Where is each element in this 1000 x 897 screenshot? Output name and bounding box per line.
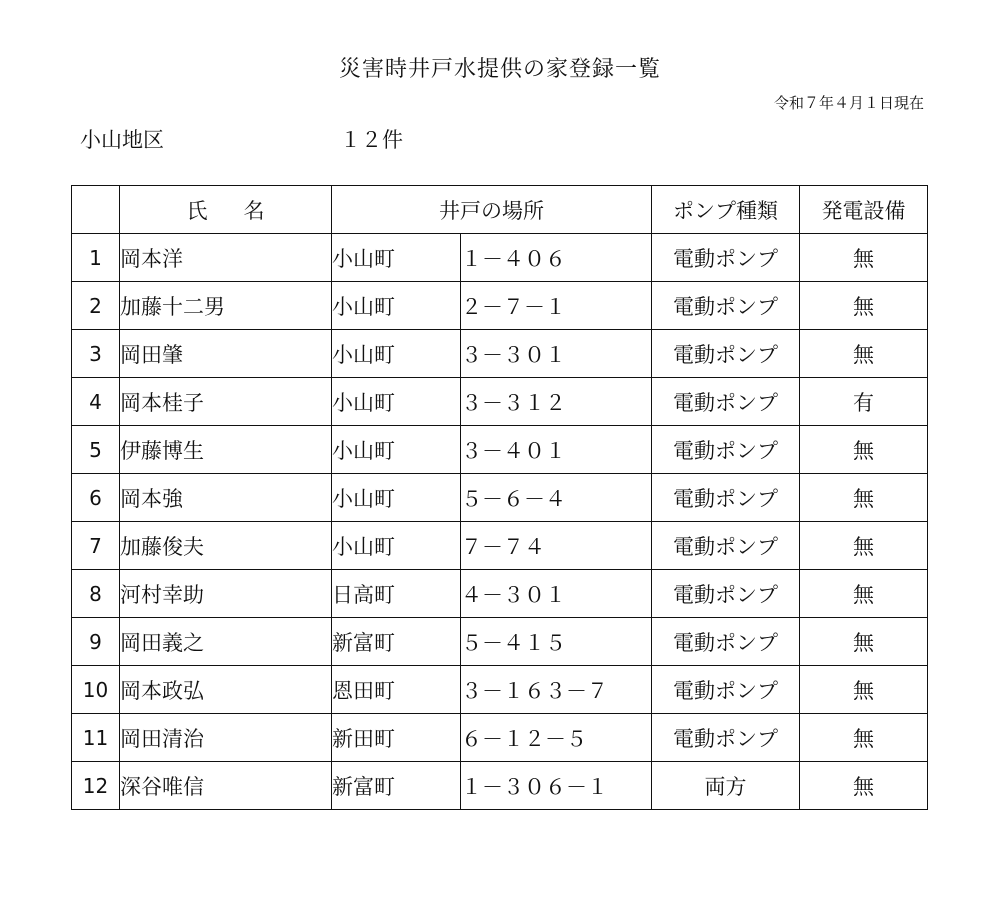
owner-name: 岡本洋 [120,234,332,282]
row-number: 11 [72,714,120,762]
well-address: ７－７４ [461,522,652,570]
well-address: ３－３０１ [461,330,652,378]
header-pump-type: ポンプ種類 [652,186,800,234]
well-town: 日高町 [332,570,461,618]
well-town: 新富町 [332,618,461,666]
header-name-part1: 氏 [186,198,208,223]
header-generator: 発電設備 [800,186,928,234]
table-row [72,570,928,618]
well-address: １－３０６－１ [461,762,652,810]
pump-type: 電動ポンプ [652,714,800,762]
well-address: ３－４０１ [461,426,652,474]
pump-type: 電動ポンプ [652,618,800,666]
well-town: 小山町 [332,330,461,378]
row-number: 7 [72,522,120,570]
table-header-row [72,186,928,234]
header-name-part2: 名 [243,198,265,223]
table-row [72,714,928,762]
generator-status: 無 [800,474,928,522]
table-row [72,618,928,666]
row-number: 4 [72,378,120,426]
header-name [120,186,332,234]
well-address: ５－４１５ [461,618,652,666]
row-number: 5 [72,426,120,474]
pump-type: 電動ポンプ [652,522,800,570]
header-no [72,186,120,234]
well-address: ３－１６３－７ [461,666,652,714]
record-count: １２件 [340,128,403,152]
table-row [72,522,928,570]
pump-type: 電動ポンプ [652,666,800,714]
owner-name: 岡田義之 [120,618,332,666]
owner-name: 深谷唯信 [120,762,332,810]
generator-status: 無 [800,234,928,282]
row-number: 6 [72,474,120,522]
well-town: 小山町 [332,426,461,474]
pump-type: 電動ポンプ [652,426,800,474]
district-name: 小山地区 [80,128,164,152]
pump-type: 電動ポンプ [652,570,800,618]
well-address: ３－３１２ [461,378,652,426]
generator-status: 無 [800,522,928,570]
generator-status: 無 [800,330,928,378]
owner-name: 岡本政弘 [120,666,332,714]
header-well-location: 井戸の場所 [332,186,652,234]
document-title: 災害時井戸水提供の家登録一覧 [338,57,661,82]
well-town: 新富町 [332,762,461,810]
row-number: 3 [72,330,120,378]
owner-name: 加藤十二男 [120,282,332,330]
table-row [72,282,928,330]
generator-status: 有 [800,378,928,426]
generator-status: 無 [800,666,928,714]
owner-name: 加藤俊夫 [120,522,332,570]
table-row [72,474,928,522]
well-town: 小山町 [332,234,461,282]
table-row [72,762,928,810]
table-row [72,666,928,714]
well-address: ５－６－４ [461,474,652,522]
well-town: 小山町 [332,282,461,330]
well-town: 小山町 [332,378,461,426]
generator-status: 無 [800,426,928,474]
owner-name: 河村幸助 [120,570,332,618]
owner-name: 岡田清治 [120,714,332,762]
row-number: 2 [72,282,120,330]
as-of-date: 令和７年４月１日現在 [773,94,924,112]
generator-status: 無 [800,714,928,762]
well-address: ４－３０１ [461,570,652,618]
row-number: 10 [72,666,120,714]
well-address: ６－１２－５ [461,714,652,762]
well-town: 小山町 [332,474,461,522]
well-address: ２－７－１ [461,282,652,330]
owner-name: 岡本桂子 [120,378,332,426]
pump-type: 電動ポンプ [652,474,800,522]
owner-name: 伊藤博生 [120,426,332,474]
pump-type: 電動ポンプ [652,378,800,426]
row-number: 12 [72,762,120,810]
owner-name: 岡田肇 [120,330,332,378]
pump-type: 両方 [652,762,800,810]
table-row [72,426,928,474]
row-number: 8 [72,570,120,618]
generator-status: 無 [800,570,928,618]
pump-type: 電動ポンプ [652,330,800,378]
generator-status: 無 [800,618,928,666]
well-address: １－４０６ [461,234,652,282]
well-town: 恩田町 [332,666,461,714]
row-number: 9 [72,618,120,666]
generator-status: 無 [800,762,928,810]
pump-type: 電動ポンプ [652,234,800,282]
table-row [72,234,928,282]
owner-name: 岡本強 [120,474,332,522]
well-registry-table [71,185,928,810]
generator-status: 無 [800,282,928,330]
table-row [72,330,928,378]
table-row [72,378,928,426]
row-number: 1 [72,234,120,282]
pump-type: 電動ポンプ [652,282,800,330]
well-town: 小山町 [332,522,461,570]
well-town: 新田町 [332,714,461,762]
